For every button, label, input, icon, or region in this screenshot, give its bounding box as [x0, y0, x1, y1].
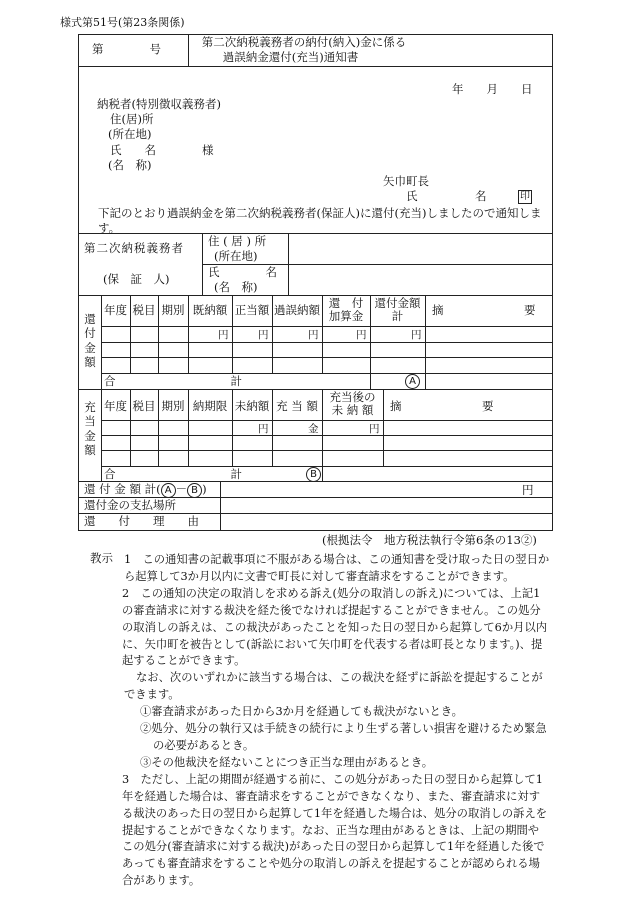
appropriation-side-label: 充当金額	[84, 400, 96, 458]
appro-header-remarks: 摘 要	[390, 399, 494, 413]
secondary-name-label: 氏 名	[208, 265, 277, 279]
notice-number-label: 第 号	[92, 42, 161, 56]
name-sub-label: (名 称)	[108, 158, 152, 172]
name-label: 氏 名	[110, 143, 156, 157]
note-item-2: 2 この通知の決定の取消しを求める訴え(処分の取消しの訴え)については、上記1の審査請求に対する裁決を経た後でなければ提起することができません。この処分の取消しの訴えは、この裁決があったことを知った日の翌日から起算して6か月以内に、矢巾町を被告として(訴訟において矢巾町を代表する者は町長となります。)、提起することができます。	[122, 586, 548, 668]
notice-title-line1: 第二次納税義務者の納付(納入)金に係る	[201, 35, 407, 49]
intro-text: 下記のとおり過誤納金を第二次納税義務者(保証人)に還付(充当)しましたので通知します。	[98, 206, 542, 235]
refund-total-label: 合 計	[104, 374, 242, 388]
secondary-name-sub: (名 称)	[214, 280, 258, 294]
appro-unit-unpaid: 円	[258, 423, 269, 435]
refund-header-paid: 既納額	[192, 303, 228, 317]
payment-place-label: 還付金の支払場所	[84, 498, 176, 512]
note-item-3: 3 ただし、上記の期間が経過する前に、この処分があった日の翌日から起算して1年を経過した場合は、審査請求をすることができなくなり、また、審査請求に対する裁決のあった日の翌日から起算して1年を経過した場合は、処分の取消しの訴えを提起することができなくなります。なお、正当な理由があるときは、上記の期間やこの処分(審査請求に対する裁決)があった日の翌日から起算して1年を経過した後であっても審査請求をすることや処分の取消しの訴えを提起することが認められる場合があります。	[122, 772, 548, 888]
note-item-2-sub: なお、次のいずれかに該当する場合は、この裁決を経ずに訴訟を提起することができます。	[124, 671, 543, 702]
issuer-title: 矢巾町長	[383, 174, 429, 188]
refund-total-yen: 円	[522, 483, 534, 497]
appro-header-applied: 充 当 額	[276, 399, 318, 413]
appro-header-due: 納期限	[192, 399, 228, 413]
refund-header-remarks: 摘 要	[432, 303, 536, 317]
secondary-address-label: 住 ( 居 ) 所	[208, 234, 267, 248]
refund-unit-overpaid: 円	[308, 329, 319, 341]
issuer-name-label: 氏 名	[406, 189, 487, 203]
refund-header-interest: 還 付 加算金	[328, 296, 364, 323]
appro-unit-applied: 金	[308, 423, 319, 435]
seal-mark: 印	[520, 191, 530, 202]
refund-unit-proper: 円	[258, 329, 269, 341]
secondary-taxpayer-label: 第二次納税義務者	[84, 241, 184, 255]
appro-header-year: 年度	[104, 399, 127, 413]
refund-unit-interest: 円	[356, 329, 367, 341]
guarantor-label: (保 証 人)	[103, 272, 170, 286]
notes-body	[124, 552, 550, 890]
appro-header-period: 期別	[161, 399, 185, 413]
appro-total-label: 合 計	[104, 467, 242, 481]
address-label: 住(居)所	[110, 112, 154, 126]
refund-unit-paid: 円	[218, 329, 229, 341]
taxpayer-label: 納税者(特別徴収義務者)	[97, 97, 221, 111]
appro-unit-remaining: 円	[369, 423, 380, 435]
refund-unit-total: 円	[411, 329, 422, 341]
notes-label: 教示	[90, 551, 113, 565]
notice-title-line2: 過誤納金還付(充当)通知書	[222, 50, 359, 64]
issue-date: 年 月 日	[452, 82, 533, 96]
refund-reason-label: 還 付 理 由	[84, 514, 199, 528]
note-item-2-case1: ①審査請求があった日から3か月を経過しても裁決がないとき。	[140, 705, 463, 719]
appro-header-unpaid: 未納額	[234, 399, 270, 413]
form-id: 様式第51号(第23条関係)	[60, 16, 185, 29]
refund-total-formula: 還 付 金 額 計( A － B )	[84, 482, 207, 496]
refund-header-taxitem: 税目	[132, 303, 156, 317]
refund-header-total: 還付金額 計	[374, 296, 421, 323]
note-item-2-case2: ②処分、処分の執行又は手続きの続行により生ずる著しい損害を避けるため緊急の必要があるとき。	[140, 722, 547, 752]
address-sub-label: (所在地)	[108, 127, 152, 141]
appro-header-remaining: 充当後の 未 納 額	[329, 390, 376, 417]
refund-header-proper: 正当額	[234, 303, 270, 317]
appro-header-taxitem: 税目	[132, 399, 156, 413]
honorific: 様	[202, 143, 214, 157]
refund-header-overpaid: 過誤納額	[274, 303, 320, 317]
refund-header-period: 期別	[161, 303, 185, 317]
appro-marker-b: B	[306, 467, 321, 482]
refund-marker-a: A	[405, 374, 420, 389]
legal-basis: (根拠法令 地方税法執行令第6条の13②)	[322, 533, 537, 547]
refund-side-label: 還付金額	[84, 312, 96, 370]
note-item-1: 1 この通知書の記載事項に不服がある場合は、この通知書を受け取った日の翌日から起算して3か月以内に文書で町長に対して審査請求をすることができます。	[124, 553, 550, 583]
secondary-address-sub: (所在地)	[214, 249, 258, 263]
note-item-2-case3: ③その他裁決を経ないことにつき正当な理由があるとき。	[140, 755, 434, 769]
refund-header-year: 年度	[104, 303, 127, 317]
